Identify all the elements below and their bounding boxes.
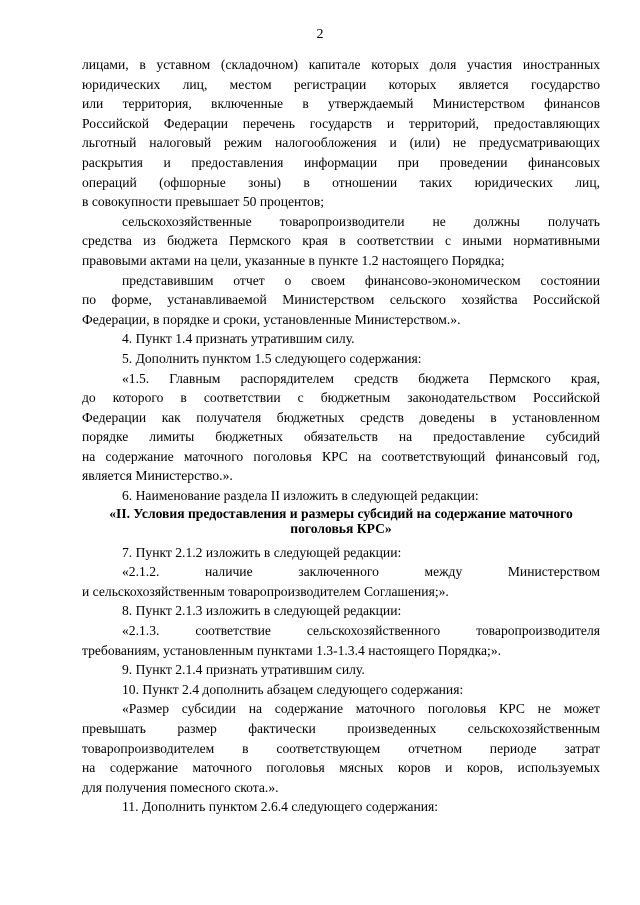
item-6: 6. Наименование раздела II изложить в следующей редакции:	[122, 488, 479, 504]
item-7: 7. Пункт 2.1.2 изложить в следующей редакции:	[122, 544, 402, 560]
text-line: юридических лиц, местом регистрации которых является государство	[82, 76, 600, 92]
text-line: «2.1.2. наличие заключенного между Министерством	[122, 564, 600, 580]
text-line: товаропроизводителем в соответствующем отчетном периоде затрат	[82, 740, 600, 756]
text-line: льготный налоговый режим налогообложения и (или) не предусматривающих	[82, 135, 600, 151]
item-9: 9. Пункт 2.1.4 признать утратившим силу.	[122, 662, 365, 678]
item-10: 10. Пункт 2.4 дополнить абзацем следующего содержания:	[122, 681, 464, 697]
heading-line: «II. Условия предоставления и размеры субсидий на содержание маточного	[109, 505, 573, 521]
paragraph-2-1-2	[82, 562, 600, 601]
text-line: операций (офшорные зоны) в отношении таких юридических лиц,	[82, 174, 600, 190]
text-line: Федерации как получателя бюджетных средств доведены в установленном	[82, 409, 600, 425]
text-line: «Размер субсидии на содержание маточного поголовья КРС не может	[122, 701, 600, 717]
text-line: или территория, включенные в утверждаемый Министерством финансов	[82, 96, 600, 112]
text-line: для получения помесного скота.».	[82, 779, 279, 795]
text-line: требованиям, установленным пунктами 1.3-1.3.4 настоящего Порядка;».	[82, 642, 502, 658]
text-line: на содержание маточного поголовья мясных коров и коров, используемых	[82, 760, 600, 776]
item-11: 11. Дополнить пунктом 2.6.4 следующего содержания:	[122, 799, 439, 815]
text-line: по форме, устанавливаемой Министерством сельского хозяйства Российской	[82, 292, 600, 308]
text-line: и сельскохозяйственным товаропроизводителем Соглашения;».	[82, 583, 449, 599]
text-line: Федерации, в порядке и сроки, установленные Министерством.».	[82, 311, 461, 327]
text-line: до которого в соответствии с бюджетным законодательством Российской	[82, 390, 600, 406]
text-line: на содержание маточного поголовья КРС на соответствующий финансовый год,	[82, 448, 600, 464]
paragraph-2-4	[82, 699, 600, 797]
text-line: правовыми актами на цели, указанные в пункте 1.2 настоящего Порядка;	[82, 252, 505, 268]
text-line: лицами, в уставном (складочном) капитале которых доля участия иностранных	[82, 57, 600, 72]
text-line: порядке лимиты бюджетных обязательств на предоставление субсидий	[82, 429, 600, 445]
page-number: 2	[316, 27, 324, 42]
item-4: 4. Пункт 1.4 признать утратившим силу.	[122, 331, 355, 347]
text-line: в совокупности превышает 50 процентов;	[82, 194, 325, 210]
text-line: «2.1.3. соответствие сельскохозяйственного товаропроизводителя	[122, 623, 600, 639]
text-line: представившим отчет о своем финансово-экономическом состоянии	[122, 272, 600, 288]
text-line: сельскохозяйственные товаропроизводители не должны получать	[122, 213, 600, 229]
heading-line: поголовья КРС»	[290, 521, 392, 537]
text-line: является Министерство.».	[82, 468, 233, 484]
text-line: «1.5. Главным распорядителем средств бюджета Пермского края,	[122, 370, 600, 386]
text-line: Российской Федерации перечень государств и территорий, предоставляющих	[82, 115, 600, 131]
paragraph-offshore	[82, 55, 600, 212]
paragraph-1-5	[82, 369, 600, 487]
paragraph-report	[82, 271, 600, 330]
document-body	[82, 55, 600, 817]
text-line: превышать размер фактически произведенных сельскохозяйственным	[82, 721, 600, 736]
paragraph-2-1-3	[82, 621, 600, 660]
item-8: 8. Пункт 2.1.3 изложить в следующей редакции:	[122, 603, 402, 619]
section-heading	[82, 506, 600, 537]
text-line: средства из бюджета Пермского края в соответствии с иными нормативными	[82, 233, 600, 249]
paragraph-producers	[82, 212, 600, 271]
item-5: 5. Дополнить пунктом 1.5 следующего содержания:	[122, 350, 422, 366]
text-line: раскрытия и предоставления информации при проведении финансовых	[82, 154, 600, 170]
